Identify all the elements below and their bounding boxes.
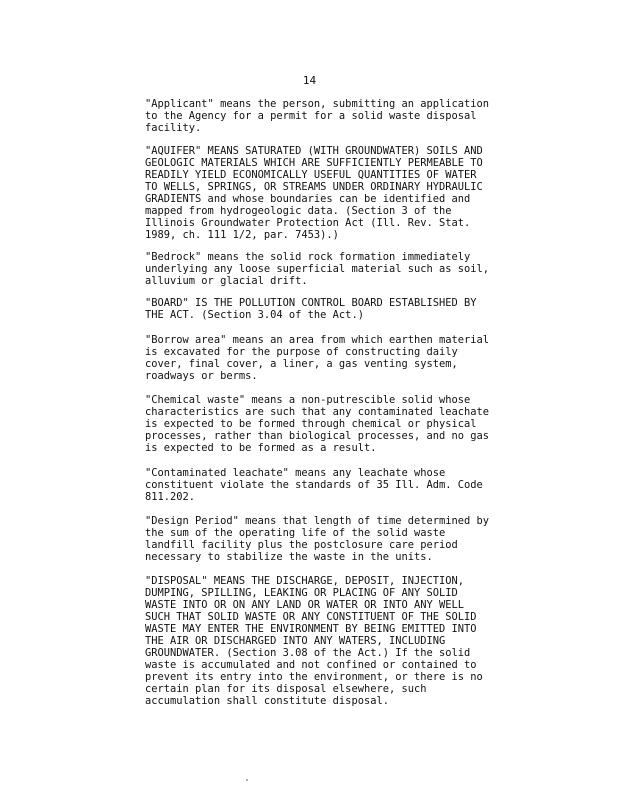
text-line: processes, rather than biological processes, and no gas	[145, 430, 490, 442]
text-line: "Design Period" means that length of time determined by	[145, 515, 490, 527]
text-line: GRADIENTS and whose boundaries can be identified and	[145, 193, 471, 205]
definition-applicant	[145, 98, 555, 134]
text-line: facility.	[145, 122, 202, 134]
text-line: SUCH THAT SOLID WASTE OR ANY CONSTITUENT OF THE SOLID	[145, 611, 477, 623]
definition-board	[145, 297, 555, 321]
text-line: WASTE INTO OR ON ANY LAND OR WATER OR INTO ANY WELL	[145, 599, 465, 611]
text-line: Illinois Groundwater Protection Act (Ill. Rev. Stat.	[145, 217, 471, 229]
page-number: 14	[302, 74, 317, 87]
text-line: THE ACT. (Section 3.04 of the Act.)	[145, 309, 364, 321]
text-line: accumulation shall constitute disposal.	[145, 695, 389, 707]
text-line: THE AIR OR DISCHARGED INTO ANY WATERS, INCLUDING	[145, 635, 446, 647]
text-line: constituent violate the standards of 35 Ill. Adm. Code	[145, 479, 483, 491]
text-line: mapped from hydrogeologic data. (Section 3 of the	[145, 205, 452, 217]
definition-design-period	[145, 515, 555, 563]
definition-chemical-waste	[145, 394, 555, 454]
definition-aquifer	[145, 145, 555, 241]
text-line: GROUNDWATER. (Section 3.08 of the Act.) If the solid	[145, 647, 471, 659]
text-line: certain plan for its disposal elsewhere, such	[145, 683, 427, 695]
text-line: prevent its entry into the environment, or there is no	[145, 671, 483, 683]
definition-bedrock	[145, 251, 555, 287]
definition-disposal	[145, 575, 555, 707]
text-line: the sum of the operating life of the solid waste	[145, 527, 446, 539]
text-line: "BOARD" IS THE POLLUTION CONTROL BOARD ESTABLISHED BY	[145, 297, 477, 309]
text-line: "DISPOSAL" MEANS THE DISCHARGE, DEPOSIT, INJECTION,	[145, 575, 465, 587]
text-line: is excavated for the purpose of constructing daily	[145, 346, 458, 358]
scan-speck	[246, 779, 248, 781]
text-line: "AQUIFER" MEANS SATURATED (WITH GROUNDWATER) SOILS AND	[145, 145, 483, 157]
text-line: alluvium or glacial drift.	[145, 275, 308, 287]
definition-borrow-area	[145, 334, 555, 382]
definition-contaminated-leachate	[145, 467, 555, 503]
text-line: "Applicant" means the person, submitting an application	[145, 98, 490, 110]
text-line: characteristics are such that any contaminated leachate	[145, 406, 490, 418]
text-line: underlying any loose superficial material such as soil,	[145, 263, 490, 275]
text-line: WASTE MAY ENTER THE ENVIRONMENT BY BEING EMITTED INTO	[145, 623, 477, 635]
text-line: roadways or berms.	[145, 370, 258, 382]
text-line: is expected to be formed as a result.	[145, 442, 377, 454]
text-line: "Chemical waste" means a non-putrescible solid whose	[145, 394, 471, 406]
text-line: GEOLOGIC MATERIALS WHICH ARE SUFFICIENTLY PERMEABLE TO	[145, 157, 483, 169]
text-line: waste is accumulated and not confined or contained to	[145, 659, 477, 671]
text-line: TO WELLS, SPRINGS, OR STREAMS UNDER ORDINARY HYDRAULIC	[145, 181, 483, 193]
document-body	[145, 98, 555, 717]
text-line: is expected to be formed through chemical or physical	[145, 418, 477, 430]
text-line: READILY YIELD ECONOMICALLY USEFUL QUANTITIES OF WATER	[145, 169, 477, 181]
text-line: DUMPING, SPILLING, LEAKING OR PLACING OF ANY SOLID	[145, 587, 458, 599]
text-line: "Bedrock" means the solid rock formation immediately	[145, 251, 471, 263]
text-line: 1989, ch. 111 1/2, par. 7453).)	[145, 229, 339, 241]
text-line: "Borrow area" means an area from which earthen material	[145, 334, 490, 346]
text-line: necessary to stabilize the waste in the units.	[145, 551, 433, 563]
text-line: landfill facility plus the postclosure care period	[145, 539, 458, 551]
text-line: "Contaminated leachate" means any leachate whose	[145, 467, 446, 479]
text-line: cover, final cover, a liner, a gas venting system,	[145, 358, 458, 370]
text-line: 811.202.	[145, 491, 196, 503]
text-line: to the Agency for a permit for a solid waste disposal	[145, 110, 477, 122]
